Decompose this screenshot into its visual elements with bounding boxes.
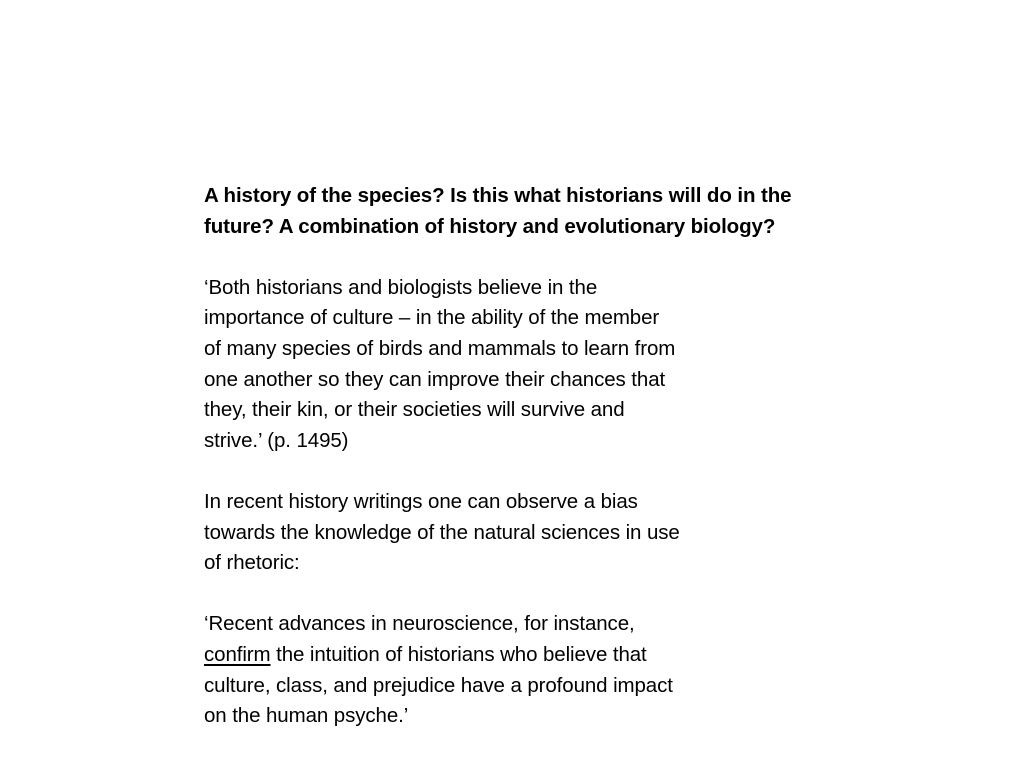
paragraph-line: In recent history writings one can observe a bias (204, 489, 638, 513)
quote-line (204, 640, 864, 671)
quote-line: on the human psyche.’ (204, 704, 409, 728)
quote-line: they, their kin, or their societies will survive and (204, 398, 625, 422)
quote-line: culture, class, and prejudice have a profound impact (204, 673, 673, 697)
quote-line: importance of culture – in the ability of the member (204, 306, 660, 330)
paragraph-bias (204, 487, 864, 579)
quote-neuroscience (204, 609, 864, 731)
slide-body (204, 181, 864, 732)
underlined-word: confirm (204, 642, 271, 666)
heading-line: future? A combination of history and evolutionary biology? (204, 214, 776, 238)
paragraph-gap (204, 579, 864, 610)
quote-line: ‘Recent advances in neuroscience, for instance, (204, 612, 635, 636)
paragraph-gap (204, 242, 864, 273)
paragraph-line: of rhetoric: (204, 551, 300, 575)
heading-question (204, 181, 864, 242)
quote-historians-biologists (204, 273, 864, 457)
quote-line: ‘Both historians and biologists believe in the (204, 275, 598, 299)
quote-line: one another so they can improve their chances that (204, 367, 666, 391)
quote-line-rest: the intuition of historians who believe that (270, 642, 647, 666)
heading-line: A history of the species? Is this what historians will do in the (204, 184, 792, 207)
quote-line: strive.’ (p. 1495) (204, 428, 349, 452)
quote-line: of many species of birds and mammals to learn from (204, 336, 676, 360)
paragraph-line: towards the knowledge of the natural sciences in use (204, 520, 680, 544)
paragraph-gap (204, 456, 864, 487)
